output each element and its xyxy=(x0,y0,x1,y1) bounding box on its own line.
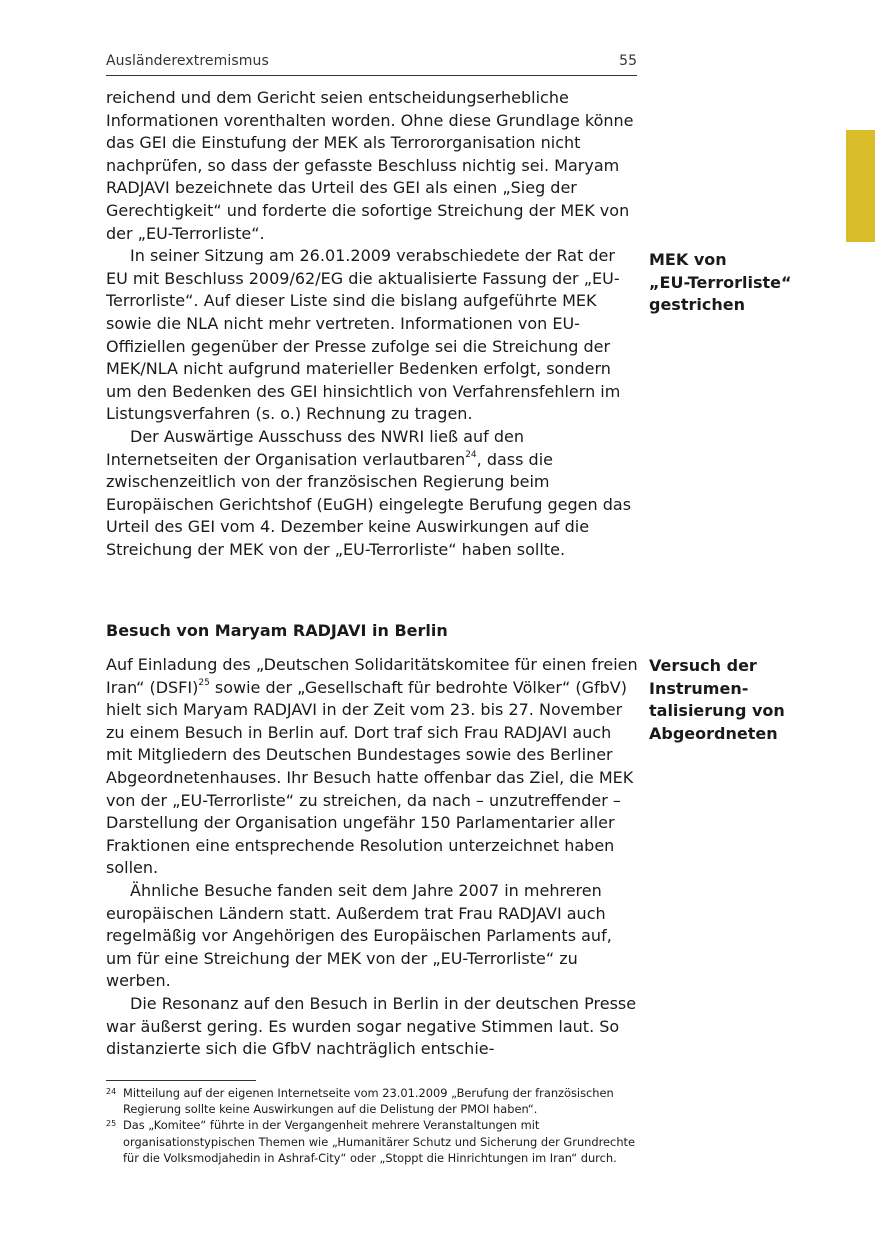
margin-note-line: talisierung von xyxy=(649,701,785,720)
footnote-rule xyxy=(106,1080,256,1081)
footnote-24 xyxy=(106,1085,640,1117)
margin-note-line: Versuch der xyxy=(649,656,757,675)
margin-note-line: „EU-Terrorliste“ xyxy=(649,272,792,292)
footnote-text: Das „Komitee“ führte in der Vergangenheit mehrere Veranstaltungen mit organisationstypischen Themen wie „Humanitärer Schutz und Sicherung der Grundrechte für die Volksmodjahedin in Ashraf-City“ oder „Stoppt die Hinrichtungen im Iran“ durch. xyxy=(123,1118,636,1165)
header-rule xyxy=(106,75,637,76)
section-heading: Besuch von Maryam RADJAVI in Berlin xyxy=(106,621,448,640)
paragraph-text: sowie der „Gesellschaft für bedrohte Völker“ (GfbV) hielt sich Maryam RADJAVI in der Zeit vom 23. bis 27. November zu einem Besuch in Berlin auf. Dort traf sich Frau RADJAVI auch mit Mitgliedern des Deutschen Bundestages sowie des Berliner Abgeordnetenhauses. Ihr Besuch hatte offenbar das Ziel, die MEK von der „EU-Terrorliste“ zu streichen, da nach – unzutreffender – Darstellung der Organisation ungefähr 150 Parlamentarier aller Fraktionen eine entsprechende Resolution unterzeichnet haben sollen. xyxy=(106,677,634,878)
paragraph-text: Der Auswärtige Ausschuss des NWRI ließ auf den Internetseiten der Organisation verlautbaren xyxy=(106,426,524,469)
footnote-ref-25[interactable]: 25 xyxy=(198,678,210,689)
footnote-ref-24[interactable]: 24 xyxy=(465,450,477,461)
margin-note-line: Instrumen- xyxy=(649,678,749,698)
page-number: 55 xyxy=(619,53,637,69)
margin-note-line: Abgeordneten xyxy=(649,723,778,743)
footnote-number: 25 xyxy=(106,1119,117,1129)
margin-note-line: gestrichen xyxy=(649,295,745,314)
margin-note-line: MEK von xyxy=(649,250,727,269)
paragraph-text: , dass die zwischenzeitlich von der französischen Regierung beim Europäischen Gerichtshof (EuGH) eingelegte Berufung gegen das Urteil des GEI vom 4. Dezember keine Auswirkungen auf die Streichung der MEK von der „EU-Terrorliste“ haben sollte. xyxy=(106,449,632,559)
paragraph-text: Auf Einladung des „Deutschen Solidaritätskomitee für einen freien Iran“ (DSFI) xyxy=(106,655,638,697)
paragraph xyxy=(106,654,638,880)
chapter-thumb-tab xyxy=(846,130,875,242)
body-text-block-1 xyxy=(106,87,638,561)
footnote-number: 24 xyxy=(106,1087,117,1096)
running-header-title: Ausländerextremismus xyxy=(106,53,269,69)
paragraph: reichend und dem Gericht seien entscheidungserhebliche Informationen vorenthalten worden. Ohne diese Grundlage könne das GEI die Einstufung der MEK als Terrororganisation nicht nachprüfen, so dass der gefasste Beschluss nichtig sei. Maryam RADJAVI bezeichnete das Urteil des GEI als einen „Sieg der Gerechtigkeit“ und forderte die sofortige Streichung der MEK von der „EU-Terrorliste“. xyxy=(106,88,634,243)
paragraph: Ähnliche Besuche fanden seit dem Jahre 2007 in mehreren europäischen Ländern statt. Außerdem trat Frau RADJAVI auch regelmäßig vor Angehörigen des Europäischen Parlaments auf, um für eine Streichung der MEK von der „EU-Terrorliste“ zu werben. xyxy=(106,880,612,991)
margin-note-mek-removed xyxy=(649,249,829,317)
footnote-25 xyxy=(106,1117,640,1166)
margin-note-instrumentalisation xyxy=(649,655,829,745)
paragraph xyxy=(106,426,638,562)
footnotes xyxy=(106,1085,640,1166)
paragraph: Die Resonanz auf den Besuch in Berlin in der deutschen Presse war äußerst gering. Es wurden sogar negative Stimmen laut. So distanzierte sich die GfbV nachträglich entschie- xyxy=(106,993,637,1059)
footnote-text: Mitteilung auf der eigenen Internetseite vom 23.01.2009 „Berufung der französischen Regierung sollte keine Auswirkungen auf die Delistung der PMOI haben“. xyxy=(123,1086,614,1117)
paragraph: In seiner Sitzung am 26.01.2009 verabschiedete der Rat der EU mit Beschluss 2009/62/EG die aktualisierte Fassung der „EU-Terrorliste“. Auf dieser Liste sind die bislang aufgeführte MEK sowie die NLA nicht mehr vertreten. Informationen von EU-Offiziellen gegenüber der Presse zufolge sei die Streichung der MEK/NLA nicht aufgrund materieller Bedenken erfolgt, sondern um den Bedenken des GEI hinsichtlich von Verfahrensfehlern im Listungsverfahren (s. o.) Rechnung zu tragen. xyxy=(106,246,621,424)
body-text-block-2 xyxy=(106,654,638,1061)
